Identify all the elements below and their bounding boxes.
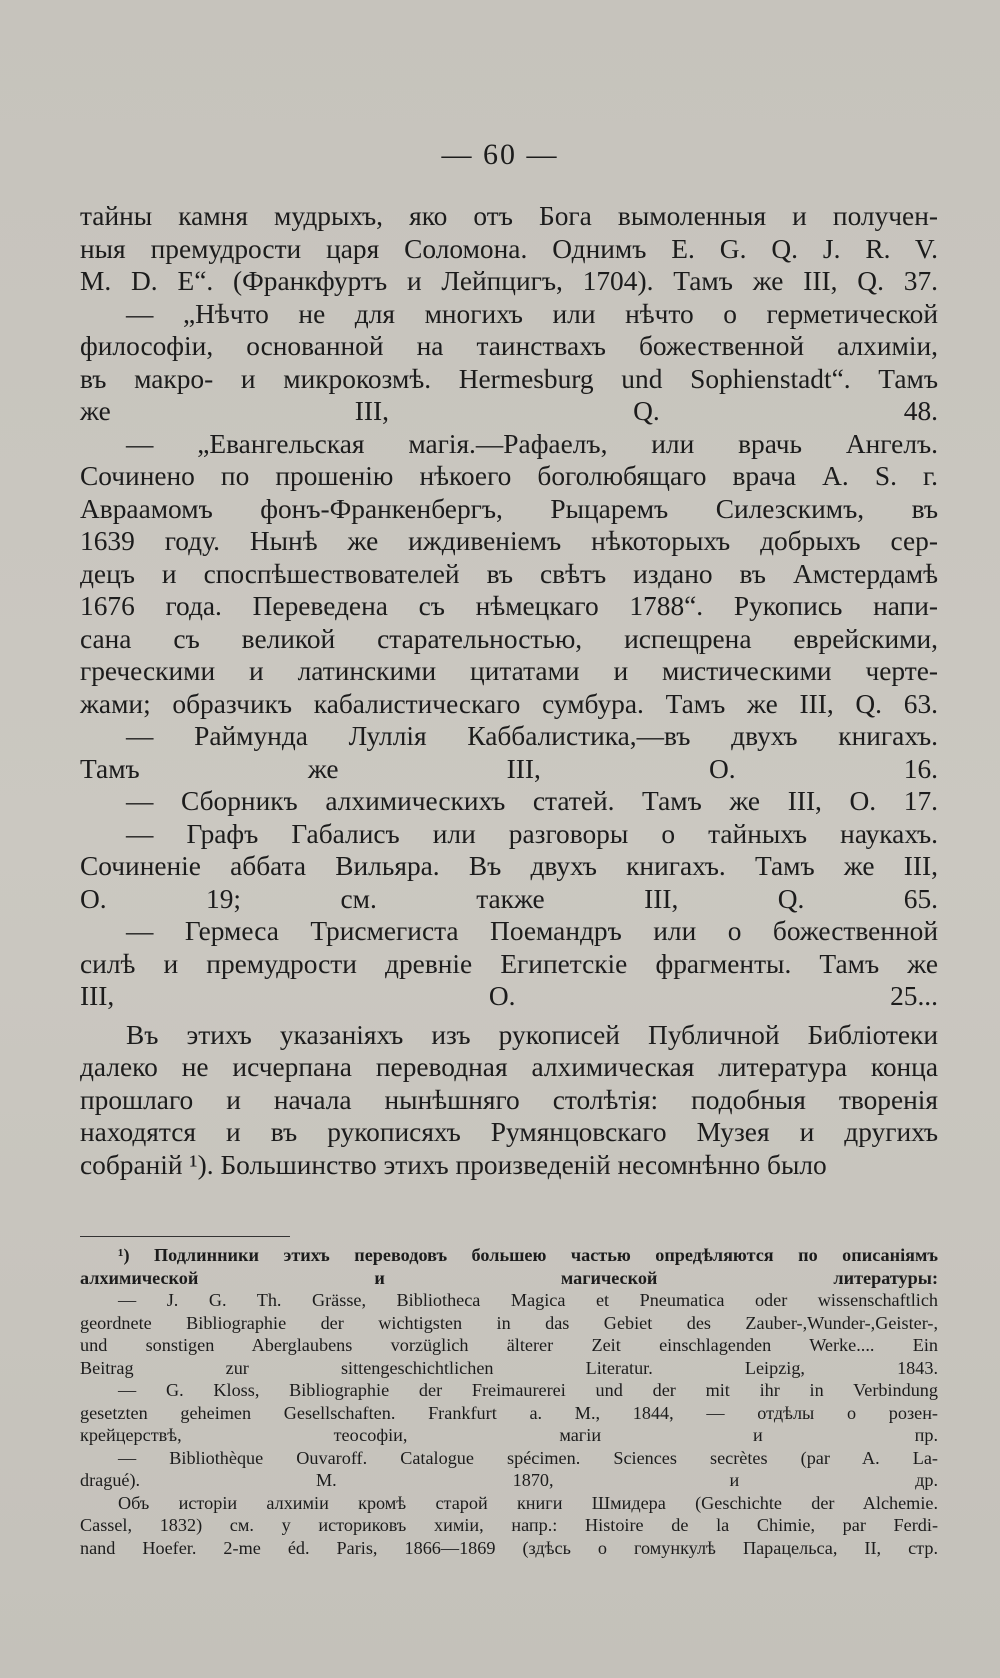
text-line: въ макро- и микрокозмѣ. Hermesburg und Sophienstadt“. Тамъ — [80, 363, 938, 394]
footnote-line: nand Hoefer. 2-me éd. Paris, 1866—1869 (здѣсь о гомункулѣ Парацельса, II, стр. — [80, 1537, 938, 1558]
text-line: находятся и въ рукописяхъ Румянцовскаго Музея и другихъ — [80, 1117, 938, 1147]
footnote-line: geordnete Bibliographie der wichtigsten in das Gebiet des Zauber-,Wunder-,Geister-, — [80, 1312, 938, 1333]
footnote-line: gesetzten geheimen Gesellschaften. Frankfurt a. M., 1844, — отдѣлы о розен- — [80, 1402, 938, 1423]
text-line: тайны камня мудрыхъ, яко отъ Бога вымоленныя и получен- — [80, 201, 938, 231]
text-line: собраній ¹). Большинство этихъ произведеній несомнѣнно было — [80, 1149, 827, 1180]
text-line: Въ этихъ указаніяхъ изъ рукописей Публичной Библіотеки — [126, 1019, 938, 1050]
text-line: силѣ и премудрости древніе Египетскіе фрагменты. Тамъ же — [80, 948, 938, 979]
text-line: — „Евангельская магія.—Рафаелъ, или врачь Ангелъ. — [126, 428, 938, 459]
text-line: же III, Q. 48. — [80, 396, 938, 426]
page-number: — 60 — — [441, 138, 559, 171]
text-line: III, O. 25... — [80, 981, 938, 1011]
text-line: — „Нѣчто не для многихъ или нѣчто о герметической — [126, 298, 938, 329]
text-line: 1639 году. Нынѣ же иждивеніемъ нѣкоторыхъ добрыхъ сер- — [80, 526, 938, 556]
text-line: далеко не исчерпана переводная алхимическая литература конца — [80, 1052, 938, 1082]
text-line: M. D. E“. (Франкфуртъ и Лейпцигъ, 1704). Тамъ же III, Q. 37. — [80, 266, 938, 296]
main-text — [80, 200, 938, 1181]
text-line: Тамъ же III, O. 16. — [80, 753, 938, 784]
text-line: — Графъ Габалисъ или разговоры о тайныхъ наукахъ. — [126, 818, 938, 849]
footnote-line: dragué). M. 1870, и др. — [80, 1470, 938, 1490]
text-line: — Гермеса Трисмегиста Поемандръ или о божественной — [126, 916, 938, 946]
footnote-line: крейцерствѣ, теософіи, магіи и пр. — [80, 1425, 938, 1445]
text-line: — Сборникъ алхимическихъ статей. Тамъ же III, O. 17. — [126, 786, 938, 816]
footnote-line: — Bibliothèque Ouvaroff. Catalogue spécimen. Sciences secrètes (par A. La- — [118, 1447, 938, 1468]
footnote-line: ¹) Подлинники этихъ переводовъ большею частью опредѣляются по описаніямъ — [118, 1245, 938, 1265]
text-line: Сочиненіе аббата Вильяра. Въ двухъ книгахъ. Тамъ же III, — [80, 851, 938, 881]
footnote-line: алхимической и магической литературы: — [80, 1267, 938, 1288]
text-line: прошлаго и начала нынѣшняго столѣтія: подобныя творенія — [80, 1084, 938, 1115]
text-line: философіи, основанной на таинствахъ божественной алхиміи, — [80, 331, 938, 361]
text-line: O. 19; см. также III, Q. 65. — [80, 883, 938, 914]
text-line: — Раймунда Луллія Каббалистика,—въ двухъ книгахъ. — [126, 721, 938, 751]
footnote-line: Cassel, 1832) см. у историковъ химіи, напр.: Histoire de la Chimie, par Ferdi- — [80, 1515, 938, 1535]
text-line: децъ и споспѣшествователей въ свѣтъ издано въ Амстердамѣ — [80, 558, 938, 589]
footnote-line: und sonstigen Aberglaubens vorzüglich älterer Zeit einschlagenden Werke.... Ein — [80, 1335, 938, 1355]
footnote-line: — G. Kloss, Bibliographie der Freimaurerei und der mit ihr in Verbindung — [118, 1380, 938, 1400]
footnotes — [80, 1244, 938, 1559]
text-line: ныя премудрости царя Соломона. Однимъ E. G. Q. J. R. V. — [80, 233, 938, 264]
footnote-line: — J. G. Th. Grässe, Bibliotheca Magica et Pneumatica oder wissenschaftlich — [118, 1290, 938, 1310]
text-line: Сочинено по прошенію нѣкоего боголюбящаго врача A. S. г. — [80, 461, 938, 491]
text-line: жами; образчикъ кабалистическаго сумбура. Тамъ же III, Q. 63. — [80, 688, 938, 719]
text-line: сана съ великой старательностью, испещрена еврейскими, — [80, 623, 938, 654]
text-line: Авраамомъ фонъ-Франкенбергъ, Рыцаремъ Силезскимъ, въ — [80, 493, 938, 524]
text-line: 1676 года. Переведена съ нѣмецкаго 1788“. Рукопись напи- — [80, 591, 938, 621]
footnote-line: Объ исторіи алхиміи кромѣ старой книги Шмидера (Geschichte der Alchemie. — [118, 1492, 938, 1513]
footnote-divider — [80, 1236, 290, 1237]
text-line: греческими и латинскими цитатами и мистическими черте- — [80, 656, 938, 686]
footnote-line: Beitrag zur sittengeschichtlichen Literatur. Leipzig, 1843. — [80, 1357, 938, 1378]
